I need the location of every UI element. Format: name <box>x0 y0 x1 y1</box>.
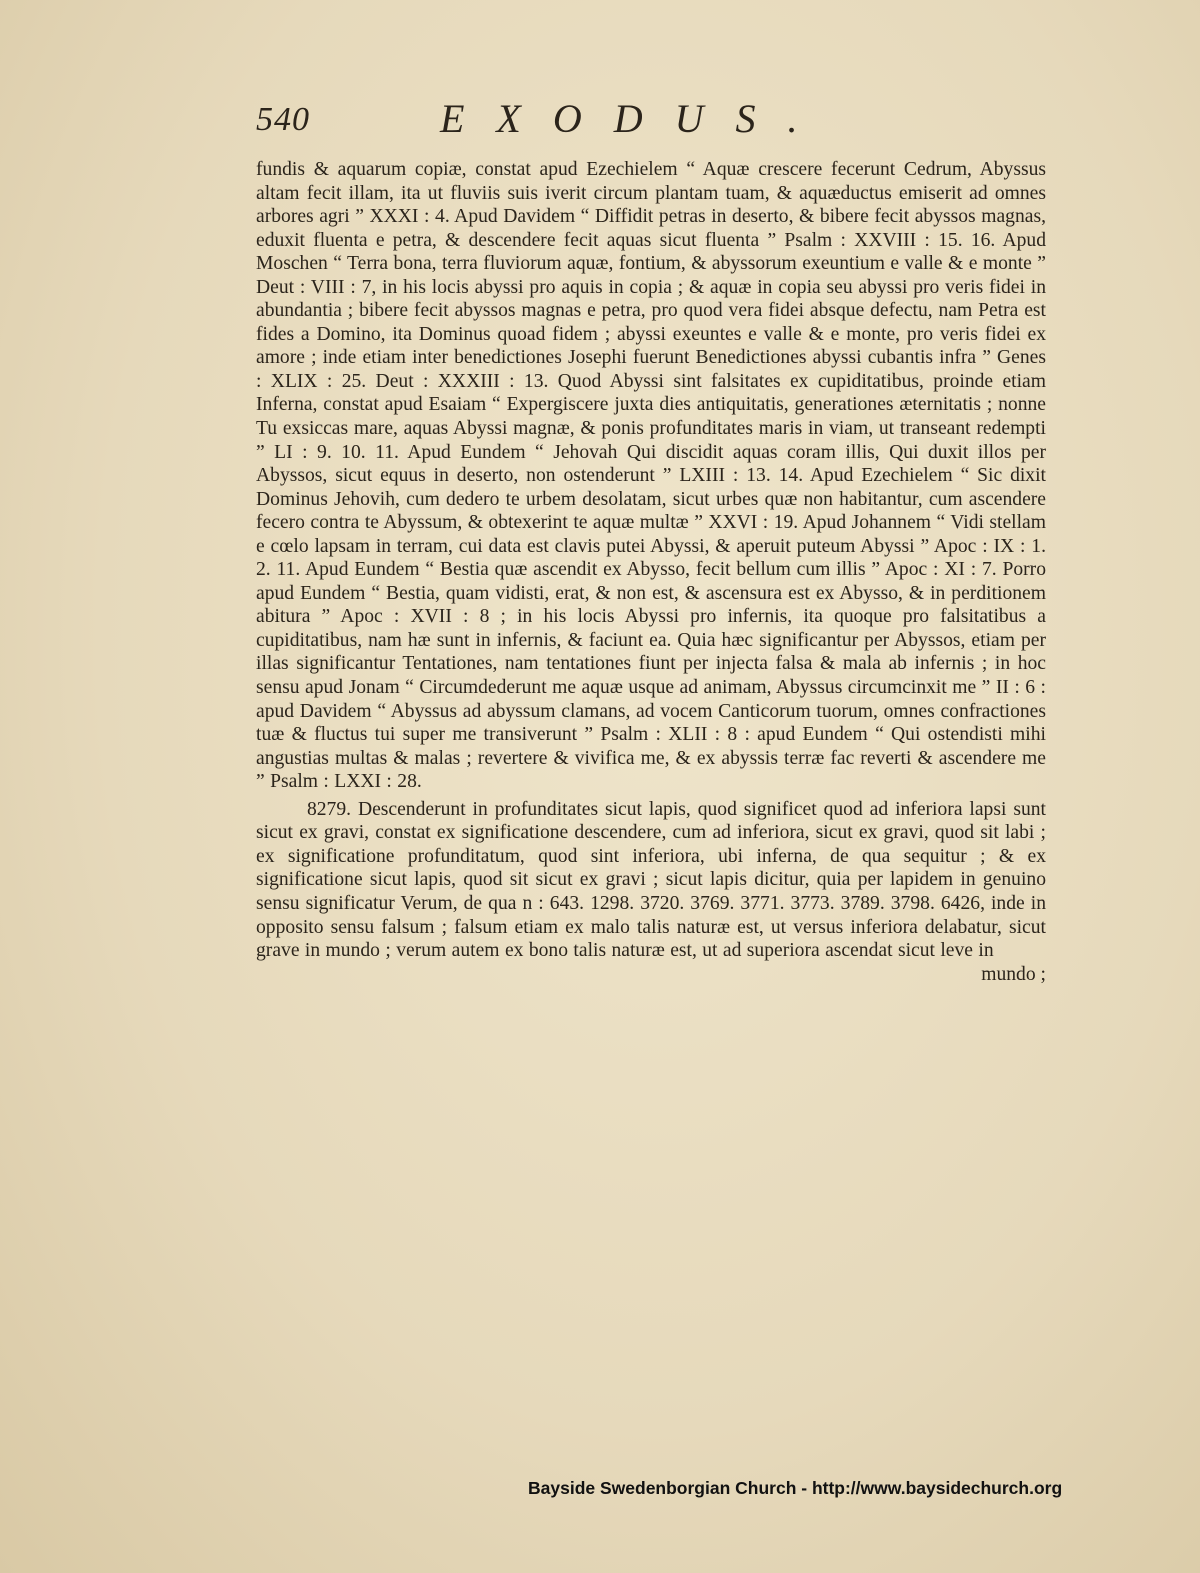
catchword: mundo ; <box>981 963 1046 985</box>
page-header <box>256 95 1046 145</box>
page-number: 540 <box>256 101 310 138</box>
paragraph-continued: fundis & aquarum copiæ, constat apud Ezechielem “ Aquæ crescere fecerunt Cedrum, Abyssus altam fecit illam, ita ut fluviis suis iverit circum plantam tuam, & aquæductus emiserit ad omnes arbores agri ” XXXI : 4. Apud Davidem “ Diffidit petras in deserto, & bibere fecit abyssos magnas, eduxit fluenta e petra, & descendere fecit aquas sicut fluenta ” Psalm : XXVIII : 15. 16. Apud Moschen “ Terra bona, terra fluviorum aquæ, fontium, & abyssorum exeuntium e valle & e monte ” Deut : VIII : 7, in his locis abyssi pro aquis in copia ; & aquæ in copia seu abyssi pro veris fidei in abundantia ; bibere fecit abyssos magnas e petra, pro quod vera fidei absque defectu, nam Petra est fides a Domino, ita Dominus quoad fidem ; abyssi exeuntes e valle & e monte, pro veris fidei ex amore ; inde etiam inter benedictiones Josephi fuerunt Benedictiones abyssi cubantis infra ” Genes : XLIX : 25. Deut : XXXIII : 13. Quod Abyssi sint falsitates ex cupiditatibus, proinde etiam Inferna, constat apud Esaiam “ Expergiscere juxta dies antiquitatis, generationes æternitatis ; nonne Tu exsiccas mare, aquas Abyssi magnæ, & ponis profunditates maris in viam, ut transeant redempti ” LI : 9. 10. 11. Apud Eundem “ Jehovah Qui discidit aquas coram illis, Qui duxit illos per Abyssos, sicut equus in deserto, non ostenderunt ” LXIII : 13. 14. Apud Ezechielem “ Sic dixit Dominus Jehovih, cum dedero te urbem desolatam, sicut urbes quæ non habitantur, cum ascendere fecero contra te Abyssum, & obtexerint te aquæ multæ ” XXVI : 19. Apud Johannem “ Vidi stellam e cœlo lapsam in terram, cui data est clavis putei Abyssi, & aperuit puteum Abyssi ” Apoc : IX : 1. 2. 11. Apud Eundem “ Bestia quæ ascendit ex Abysso, fecit bellum cum illis ” Apoc : XI : 7. Porro apud Eundem “ Bestia, quam vidisti, erat, & non est, & ascensura est ex Abysso, & in perditionem abitura ” Apoc : XVII : 8 ; in his locis Abyssi pro infernis, ita quoque pro falsitatibus a cupiditatibus, nam hæ sunt in infernis, & faciunt ea. Quia hæc significantur per Abyssos, etiam per illas significantur Tentationes, nam tentationes fiunt per injecta falsa & mala ab infernis ; in hoc sensu apud Jonam “ Circumdederunt me aquæ usque ad animam, Abyssus circumcinxit me ” II : 6 : apud Davidem “ Abyssus ad abyssum clamans, ad vocem Canticorum tuorum, omnes confractiones tuæ & fluctus tui super me transiverunt ” Psalm : XLII : 8 : apud Eundem “ Qui ostendisti mihi angustias multas & malas ; revertere & vivifica me, & ex abyssis terræ fac reverti & ascendere me ” Psalm : LXXI : 28. <box>256 159 1046 793</box>
paragraph-8279: 8279. Descenderunt in profunditates sicut lapis, quod significet quod ad inferiora lapsi sunt sicut ex gravi, constat ex significatione descendere, cum ad inferiora, sicut ex gravi, quod sit labi ; ex significatione profunditatum, quod sint inferiora, ubi inferna, de qua sequitur ; & ex significatione sicut lapis, quod sit sicut ex gravi ; sicut lapis dicitur, quia per lapidem in genuino sensu significatur Verum, de qua n : 643. 1298. 3720. 3769. 3771. 3773. 3789. 3798. 6426, inde in opposito sensu falsum ; falsum etiam ex malo talis naturæ est, ut versus inferiora delabatur, sicut grave in mundo ; verum autem ex bono talis naturæ est, ut ad superiora ascendat sicut leve in <box>256 798 1046 962</box>
footer-credit: Bayside Swedenborgian Church - http://www.baysidechurch.org <box>528 1478 1063 1498</box>
page-body <box>256 158 1046 986</box>
running-title: EXODUS. <box>440 96 830 141</box>
